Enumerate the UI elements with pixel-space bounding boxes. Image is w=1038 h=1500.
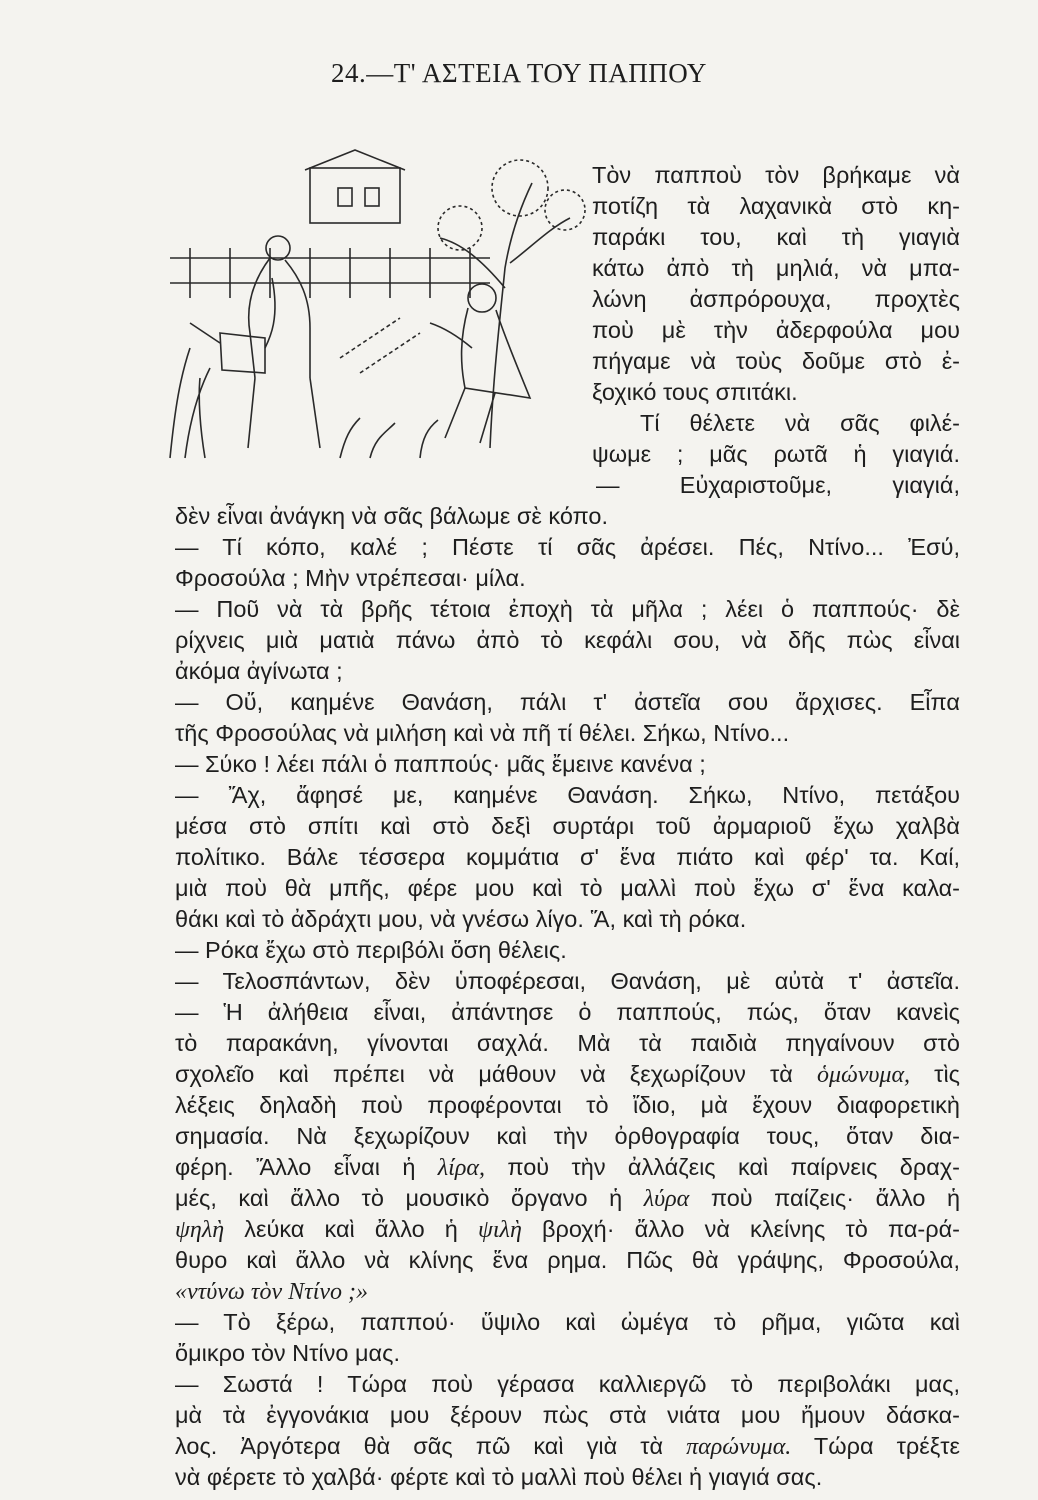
text-line: λέξεις δηλαδὴ ποὺ προφέρονται τὸ ἴδιο, μὰ ἔχουν διαφορετικὴ xyxy=(175,1092,960,1118)
grandfather-figure xyxy=(190,236,320,448)
text-line: — Οὔ, καημένε Θανάση, πάλι τ' ἀστεῖα σου ἄρχισες. Εἶπα xyxy=(175,689,960,715)
text-line: Φροσούλα ; Μὴν ντρέπεσαι· μίλα. xyxy=(175,565,526,591)
text-line: λώνη ἀσπρόρουχα, προχτὲς xyxy=(592,286,960,312)
italic-term: ψηλὴ xyxy=(175,1217,225,1243)
text-line: κάτω ἀπὸ τὴ μηλιά, νὰ μπα- xyxy=(592,255,960,281)
text-line xyxy=(175,1152,960,1183)
text-line: θάκι καὶ τὸ ἀδράχτι μου, νὰ γνέσω λίγο. Ἅ, καὶ τὴ ρόκα. xyxy=(175,906,747,932)
text-run: ποὺ τὴν ἀλλάζεις καὶ παίρνεις δραχ- xyxy=(507,1154,960,1180)
text-line: — Ἡ ἀλήθεια εἶναι, ἀπάντησε ὁ παππούς, πώς, ὅταν κανεὶς xyxy=(175,999,960,1025)
text-line xyxy=(175,1183,960,1214)
text-line xyxy=(175,1431,960,1462)
text-line: ψωμε ; μᾶς ρωτᾶ ἡ γιαγιά. xyxy=(592,441,960,467)
text-line xyxy=(175,1276,960,1307)
text-line xyxy=(175,1059,960,1090)
text-line: Τί θέλετε νὰ σᾶς φιλέ- xyxy=(640,410,960,436)
house xyxy=(310,168,400,223)
italic-term: λίρα, xyxy=(437,1155,485,1181)
text-line: — Τὸ ξέρω, παππού· ὕψιλο καὶ ὠμέγα τὸ ρῆμα, γιῶτα καὶ xyxy=(175,1309,960,1335)
text-line xyxy=(175,1214,960,1245)
text-line: μὰ τὰ ἐγγονάκια μου ξέρουν πὼς στὰ νιάτα μου ἤμουν δάσκα- xyxy=(175,1402,960,1428)
italic-term: «ντύνω τὸν Ντίνο ;» xyxy=(175,1279,369,1305)
text-run: μές, καὶ ἄλλο τὸ μουσικὸ ὄργανο ἡ xyxy=(175,1185,623,1211)
text-line: δὲν εἶναι ἀνάγκη νὰ σᾶς βάλωμε σὲ κόπο. xyxy=(175,503,609,529)
text-run: λος. Ἀργότερα θὰ σᾶς πῶ καὶ γιὰ τὰ xyxy=(175,1433,664,1459)
apple-tree xyxy=(490,183,532,448)
text-line: Τὸν παπποὺ τὸν βρήκαμε νὰ xyxy=(592,162,960,188)
italic-term: ὁμώνυμα, xyxy=(816,1062,911,1088)
text-line: — Σύκο ! λέει πάλι ὁ παππούς· μᾶς ἔμεινε κανένα ; xyxy=(175,751,706,777)
text-run: Τώρα τρέξτε xyxy=(813,1433,960,1459)
text-line: μέσα στὸ σπίτι καὶ στὸ δεξὶ συρτάρι τοῦ ἀρμαριοῦ ἔχω χαλβὰ xyxy=(175,813,960,839)
italic-term: ψιλὴ xyxy=(477,1217,522,1243)
text-line: — Ἄχ, ἄφησέ με, καημένε Θανάση. Σήκω, Ντίνο, πετάξου xyxy=(175,782,960,808)
text-line: παράκι του, καὶ τὴ γιαγιὰ xyxy=(592,224,960,250)
text-line: — Ποῦ νὰ τὰ βρῆς τέτοια ἐποχὴ τὰ μῆλα ; λέει ὁ παππούς· δὲ xyxy=(175,596,960,622)
text-line: πήγαμε νὰ τοὺς δοῦμε στὸ ἐ- xyxy=(592,348,960,374)
text-run: βροχή· ἄλλο νὰ κλείνης τὸ πα-ρά- xyxy=(541,1216,961,1242)
text-line: ὄμικρο τὸν Ντίνο μας. xyxy=(175,1340,400,1366)
text-line: — Τί κόπο, καλέ ; Πέστε τί σᾶς ἀρέσει. Πές, Ντίνο... Ἐσύ, xyxy=(175,534,960,560)
text-run: τὶς xyxy=(934,1061,961,1087)
text-line: — Τελοσπάντων, δὲν ὑποφέρεσαι, Θανάση, μὲ αὐτὰ τ' ἀστεῖα. xyxy=(175,968,960,994)
text-run: φέρη. Ἄλλο εἶναι ἡ xyxy=(175,1154,416,1180)
illustration xyxy=(160,148,590,463)
text-line: — Εὐχαριστοῦμε, γιαγιά, xyxy=(596,472,960,498)
text-line: σημασία. Νὰ ξεχωρίζουν καὶ τὴν ὀρθογραφία τους, ὅταν δια- xyxy=(175,1123,960,1149)
text-line: θυρο καὶ ἄλλο νὰ κλίνης ἕνα ρημα. Πῶς θὰ γράψης, Φροσούλα, xyxy=(175,1247,960,1273)
text-line: μιὰ ποὺ θὰ μπῆς, φέρε μου καὶ τὸ μαλλὶ ποὺ ἔχω σ' ἕνα καλα- xyxy=(175,875,960,901)
text-line: ποὺ μὲ τὴν ἀδερφούλα μου xyxy=(592,317,960,343)
page-title: 24.—Τ' ΑΣΤΕΙΑ ΤΟΥ ΠΑΠΠΟΥ xyxy=(331,58,707,88)
text-line: — Σωστά ! Τώρα ποὺ γέρασα καλλιεργῶ τὸ περιβολάκι μας, xyxy=(175,1371,960,1397)
text-line: ποτίζη τὰ λαχανικὰ στὸ κη- xyxy=(592,193,960,219)
text-line: — Ρόκα ἔχω στὸ περιβόλι ὅση θέλεις. xyxy=(175,937,567,963)
text-line: τῆς Φροσούλας νὰ μιλήση καὶ νὰ πῆ τί θέλει. Σήκω, Ντίνο... xyxy=(175,720,790,746)
text-line: νὰ φέρετε τὸ χαλβά· φέρτε καὶ τὸ μαλλὶ ποὺ θέλει ἡ γιαγιά σας. xyxy=(175,1464,823,1490)
text-run: λεύκα καὶ ἄλλο ἡ xyxy=(244,1216,458,1242)
text-line: ρίχνεις μιὰ ματιὰ πάνω ἀπὸ τὸ κεφάλι σου, νὰ δῆς πὼς εἶναι xyxy=(175,627,960,653)
italic-term: λύρα xyxy=(643,1186,690,1212)
text-line: τὸ παρακάνη, γίνονται σαχλά. Μὰ τὰ παιδιὰ πηγαίνουν στὸ xyxy=(175,1030,960,1056)
grandmother-figure xyxy=(430,284,530,443)
text-line: πολίτικο. Βάλε τέσσερα κομμάτια σ' ἕνα πιάτο καὶ φέρ' τα. Καί, xyxy=(175,844,960,870)
text-run: ποὺ παίζεις· ἄλλο ἡ xyxy=(710,1185,961,1211)
text-line: ξοχικό τους σπιτάκι. xyxy=(592,379,798,405)
italic-term: παρώνυμα. xyxy=(686,1434,792,1460)
text-line: ἀκόμα ἀγίνωτα ; xyxy=(175,658,343,684)
text-run: σχολεῖο καὶ πρέπει νὰ μάθουν νὰ ξεχωρίζουν τὰ xyxy=(175,1061,793,1087)
